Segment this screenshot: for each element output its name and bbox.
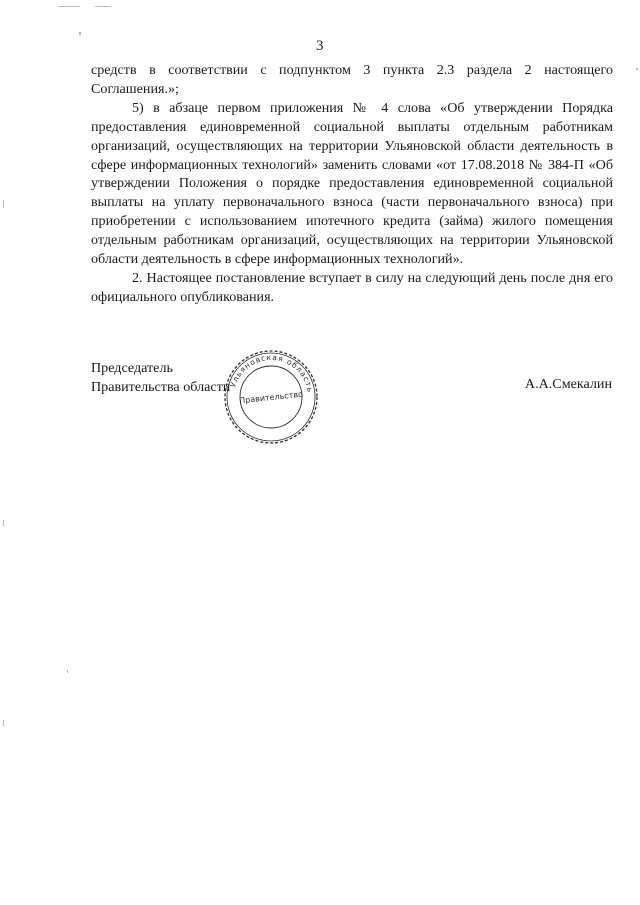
signatory-title-line-2: Правительства области: [91, 378, 231, 395]
scan-artifact-dot: [636, 68, 638, 70]
paragraph-effective-date: 2. Настоящее постановление вступает в силу на следующий день после дня его официального опубликования.: [91, 269, 613, 305]
signatory-name: А.А.Смекалин: [524, 376, 612, 392]
stamp-ring-text: Ульяновская область: [228, 352, 315, 394]
scan-artifact-dot: [67, 670, 68, 673]
page-number: 3: [316, 38, 324, 54]
scan-artifact-edge: [3, 200, 4, 208]
scan-artifact-top: [58, 6, 80, 7]
scan-artifact-corner: [79, 32, 81, 35]
document-body: [91, 61, 613, 307]
stamp-center-text: Правительство: [238, 389, 304, 406]
scan-artifact-top: [95, 6, 111, 7]
paragraph-item-5: 5) в абзаце первом приложения № 4 слова «Об утверждении Порядка предоставления единовременной социальной выплаты отдельным работникам организаций, осуществляющих на территории Ульяновской области деятельность в сфере информационных технологий» заменить словами «от 17.08.2018 № 384-П «Об утверждении Положения о порядке предоставления единовременной социальной выплаты на уплату первоначального взноса (части первоначального взноса) при приобретении с использованием ипотечного кредита (займа) жилого помещения отдельным работникам организаций, осуществляющих на территории Ульяновской области деятельность в сфере информационных технологий».: [91, 99, 613, 268]
scan-artifact-edge: [3, 720, 4, 726]
scan-artifact-edge: [3, 520, 4, 526]
official-stamp: [222, 348, 320, 446]
paragraph-continuation: средств в соответствии с подпунктом 3 пункта 2.3 раздела 2 настоящего Соглашения.»;: [91, 62, 613, 97]
signatory-title-line-1: Председатель: [91, 360, 173, 376]
signatory-title: [91, 359, 230, 397]
